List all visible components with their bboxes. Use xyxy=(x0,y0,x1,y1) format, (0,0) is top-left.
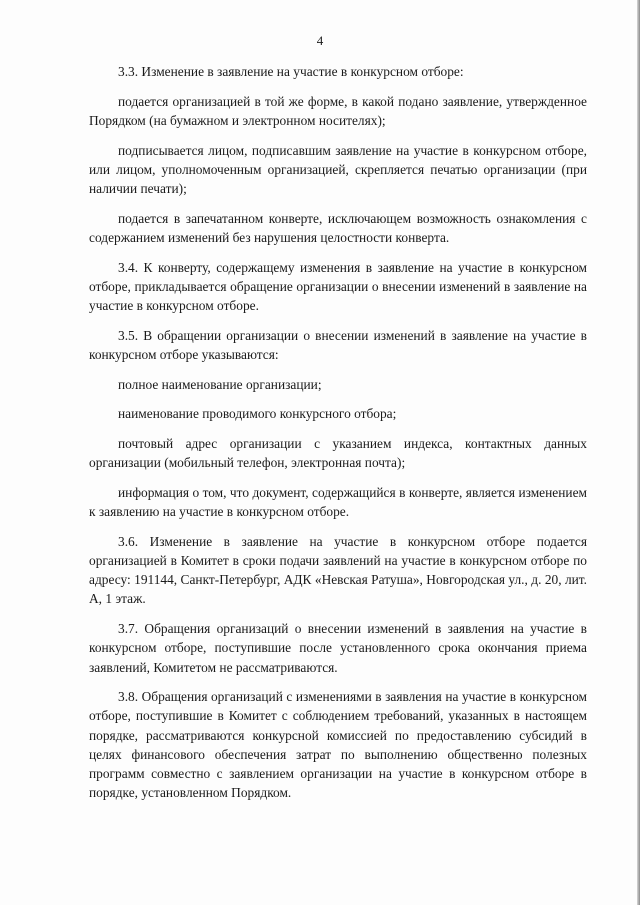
page-number: 4 xyxy=(316,33,324,48)
paragraph-3-3-form: подается организацией в той же форме, в какой подано заявление, утвержденное Порядком (на бумажном и электронном носителях); xyxy=(89,93,587,128)
paragraph-3-7: 3.7. Обращения организаций о внесении изменений в заявления на участие в конкурсном отборе, поступившие после установленного срока окончания приема заявлений, Комитетом не рассматриваются. xyxy=(89,621,587,675)
paragraph-3-5-item-selection: наименование проводимого конкурсного отбора; xyxy=(118,406,397,422)
paragraph-3-6: 3.6. Изменение в заявление на участие в конкурсном отборе подается организацией в Комитет в сроки подачи заявлений на участие в конкурсном отборе по адресу: 191144, Санкт-Петербург, АДК «Невская Ратуша», Новгородская ул., д. 20, лит. А, 1 этаж. xyxy=(89,533,587,607)
paragraph-3-5-item-info: информация о том, что документ, содержащийся в конверте, является изменением к заявлению на участие в конкурсном отборе. xyxy=(89,484,587,520)
paragraph-3-3-heading: 3.3. Изменение в заявление на участие в конкурсном отборе: xyxy=(118,64,464,79)
paragraph-3-5: 3.5. В обращении организации о внесении изменений в заявление на участие в конкурсном отборе указываются: xyxy=(89,327,587,362)
paragraph-3-5-item-address: почтовый адрес организации с указанием индекса, контактных данных организации (мобильный телефон, электронная почта); xyxy=(89,436,587,471)
paragraph-3-8: 3.8. Обращения организаций с изменениями в заявления на участие в конкурсном отборе, поступившие в Комитет с соблюдением требований, указанных в настоящем порядке, рассматриваются конкурсной комиссией по предоставлению субсидий в целях финансового обеспечения затрат по выполнению общественно полезных программ совместно с заявлением организации на участие в конкурсном отборе в порядке, установленном Порядком. xyxy=(89,689,587,801)
document-body xyxy=(89,62,587,813)
paragraph-3-3-signature: подписывается лицом, подписавшим заявление на участие в конкурсном отборе, или лицом, уполномоченным организацией, скрепляется печатью организации (при наличии печати); xyxy=(89,142,587,197)
paragraph-3-5-item-name: полное наименование организации; xyxy=(118,376,322,392)
paragraph-3-3-envelope: подается в запечатанном конверте, исключающем возможность ознакомления с содержанием изменений без нарушения целостности конверта. xyxy=(89,210,587,245)
paragraph-3-4: 3.4. К конверту, содержащему изменения в заявление на участие в конкурсном отборе, прикладывается обращение организации о внесении изменений в заявление на участие в конкурсном отборе. xyxy=(89,259,587,314)
